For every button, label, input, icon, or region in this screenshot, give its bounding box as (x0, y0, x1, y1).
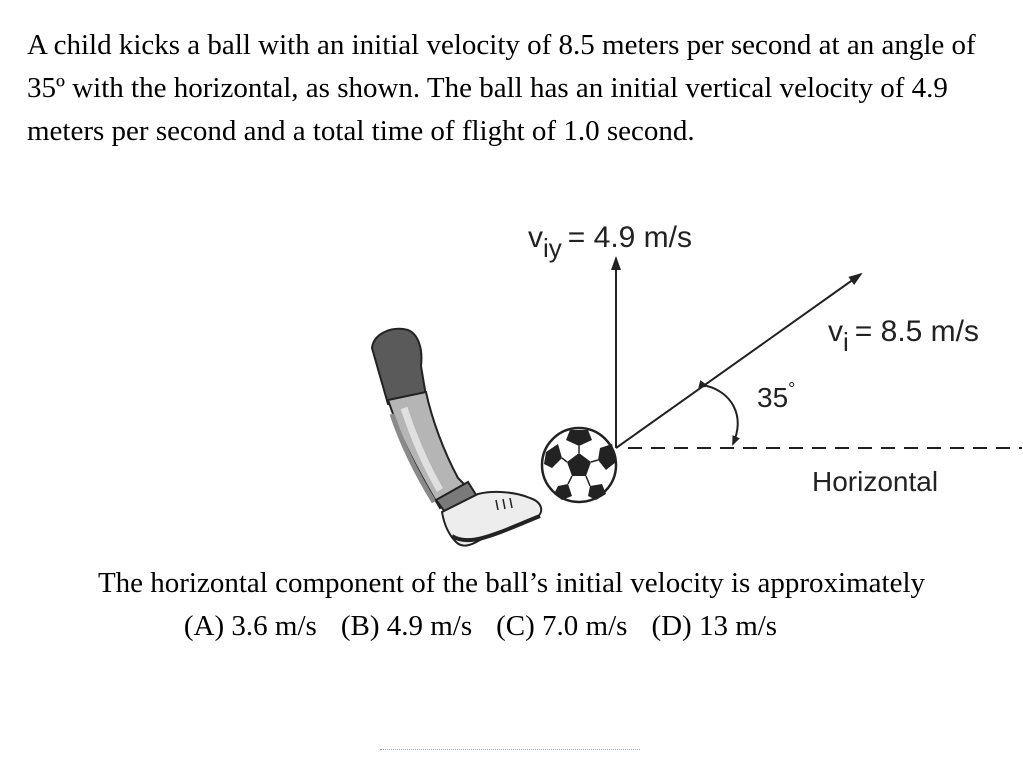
footer-dotted-line (380, 745, 640, 750)
question-text: The horizontal component of the ball’s initial velocity is approximately (97, 567, 926, 599)
answer-choices (0, 605, 1023, 648)
viy-label: viy = 4.9 m/s (528, 221, 692, 263)
problem-intro: A child kicks a ball with an initial velocity of 8.5 meters per second at an angle of 35º with the horizontal, as shown. The ball has an initial vertical velocity of 4.9 meters per second and a total time of flight of 1.0 second. (27, 29, 976, 147)
soccer-ball-icon (542, 428, 616, 502)
angle-label: 35° (757, 379, 796, 413)
angle-arc (707, 386, 738, 444)
choice-a[interactable]: (A) 3.6 m/s (183, 610, 317, 642)
question-block (0, 562, 1023, 648)
leg-icon (372, 329, 541, 546)
choice-c[interactable]: (C) 7.0 m/s (496, 610, 628, 642)
choice-d[interactable]: (D) 13 m/s (651, 610, 778, 642)
vi-label: vi = 8.5 m/s (828, 315, 979, 357)
choice-b[interactable]: (B) 4.9 m/s (340, 610, 473, 642)
horizontal-label: Horizontal (812, 466, 939, 497)
